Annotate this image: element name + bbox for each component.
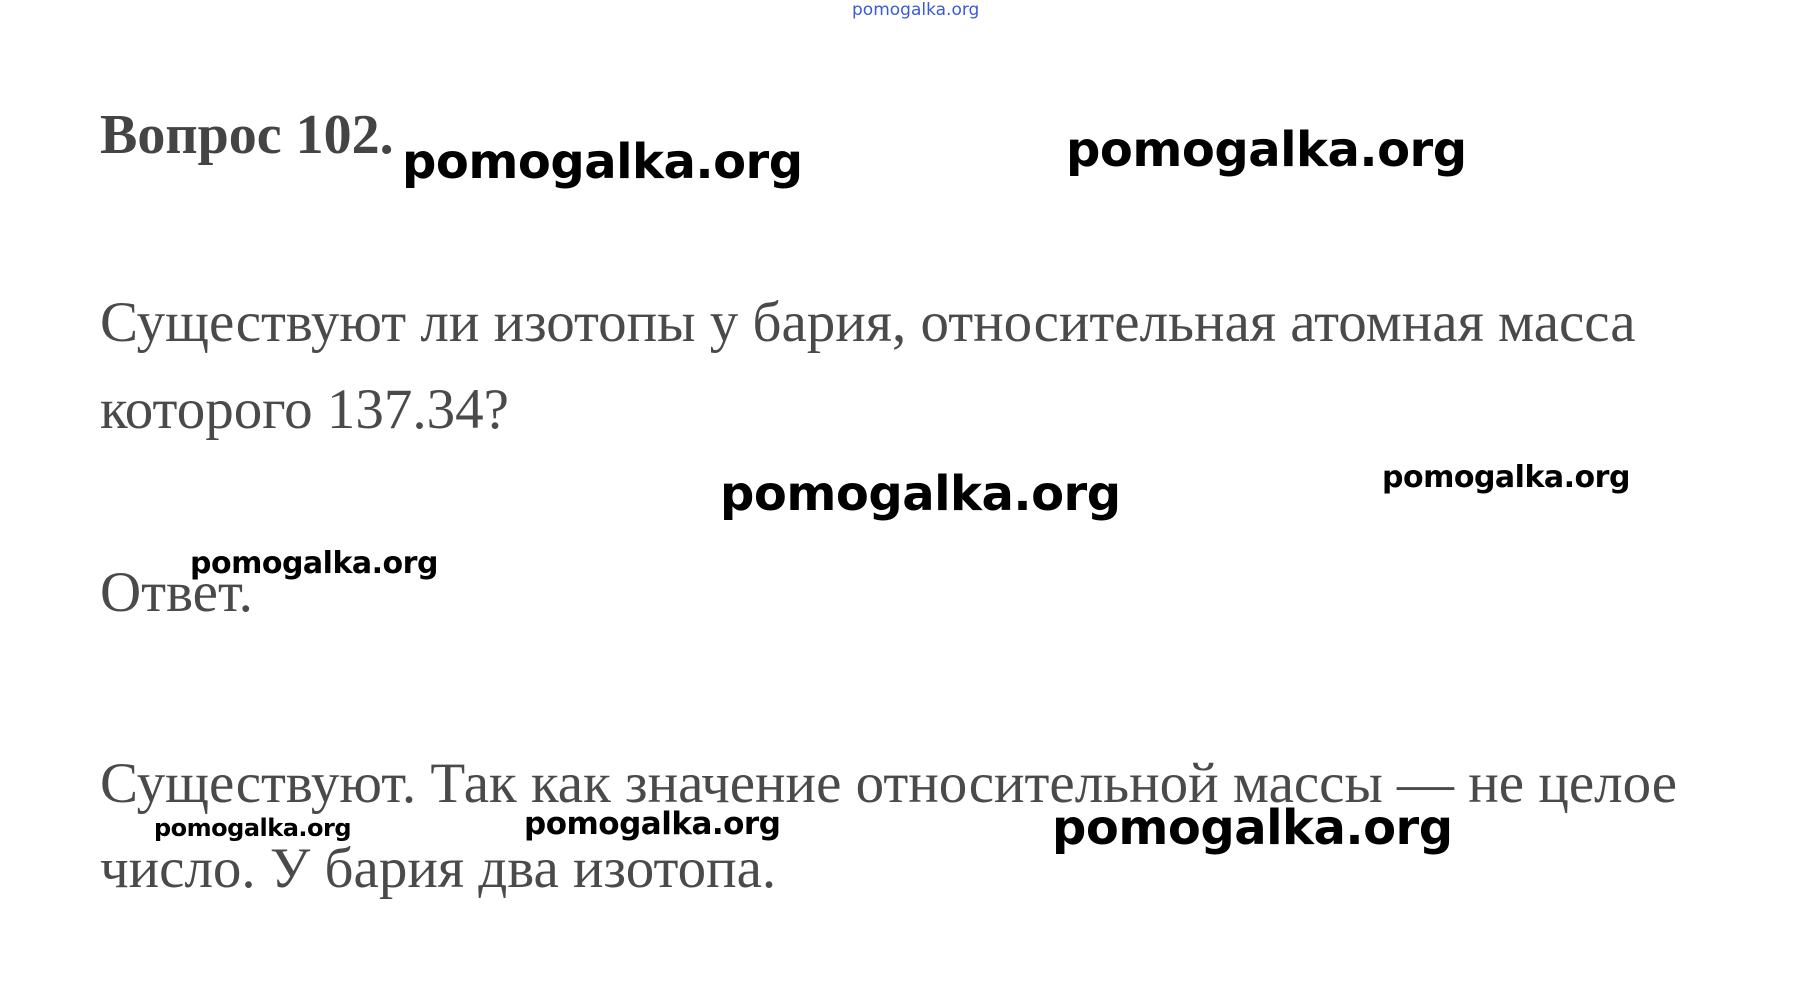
watermark: pomogalka.org xyxy=(720,466,1121,522)
watermark: pomogalka.org xyxy=(190,546,438,581)
top-watermark: pomogalka.org xyxy=(852,0,980,20)
question-title: Вопрос 102. xyxy=(100,104,394,166)
watermark: pomogalka.org xyxy=(524,806,781,842)
answer-text-line-1: Существуют. Так как значение относительной массы — не целое xyxy=(100,752,1678,815)
question-text-line-2: которого 137.34? xyxy=(100,378,509,441)
watermark: pomogalka.org xyxy=(1382,460,1630,495)
watermark: pomogalka.org xyxy=(154,814,352,842)
question-text-line-1: Существуют ли изотопы у бария, относительная атомная масса xyxy=(100,291,1636,354)
watermark: pomogalka.org xyxy=(402,134,803,190)
watermark: pomogalka.org xyxy=(1052,800,1453,856)
answer-label: Ответ. xyxy=(100,561,253,624)
watermark: pomogalka.org xyxy=(1066,122,1467,178)
answer-text-line-2: число. У бария два изотопа. xyxy=(100,837,777,900)
